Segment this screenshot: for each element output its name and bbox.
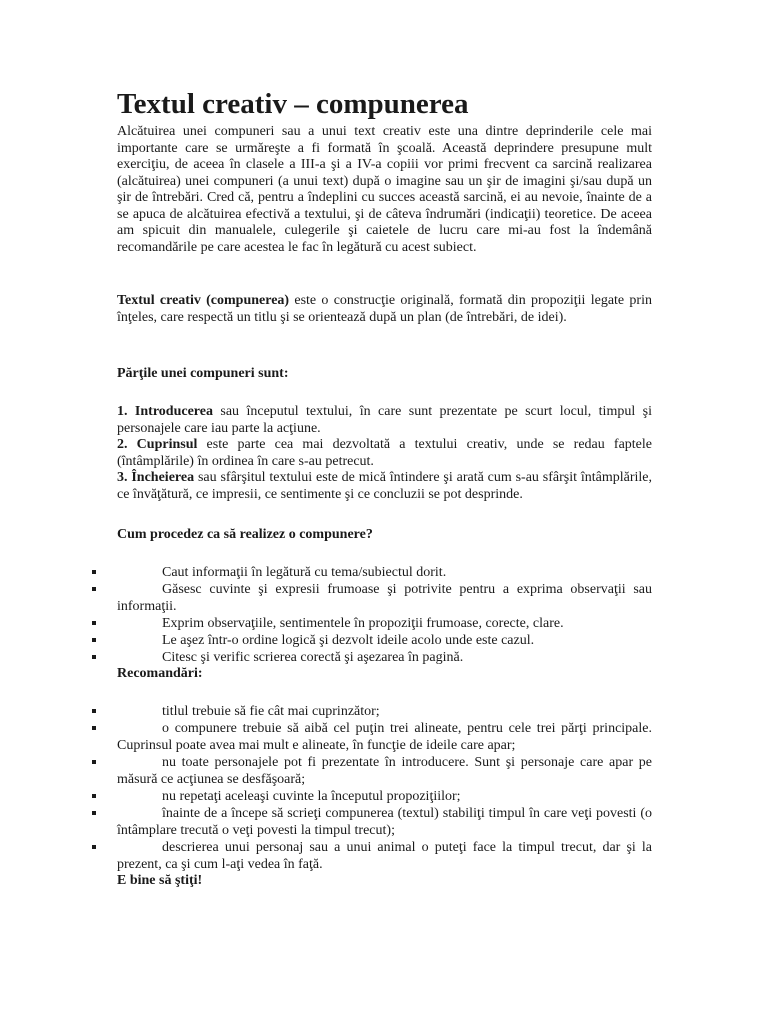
- list-item: Citesc şi verific scrierea corectă şi aşezarea în pagină.: [0, 649, 768, 666]
- list-item: înainte de a începe să scrieţi compunerea (textul) stabiliţi timpul în care veţi povesti (o întâmplare trecută o veţi povesti la timpul trecut);: [0, 805, 768, 839]
- list-item: Le aşez într-o ordine logică şi dezvolt ideile acolo unde este cazul.: [0, 632, 768, 649]
- list-item: Exprim observaţiile, sentimentele în propoziţii frumoase, corecte, clare.: [0, 615, 768, 632]
- part-term: 1. Introducerea: [117, 404, 213, 419]
- part-incheierea: [117, 470, 652, 503]
- bullet-icon: [92, 811, 96, 815]
- bullet-icon: [92, 655, 96, 659]
- parts-heading: Părţile unei compuneri sunt:: [117, 366, 289, 381]
- bullet-icon: [92, 638, 96, 642]
- bullet-icon: [92, 709, 96, 713]
- bullet-icon: [92, 587, 96, 591]
- list-item: o compunere trebuie să aibă cel puţin trei alineate, pentru cele trei părţi principale. Cuprinsul poate avea mai mult e alineate, în funcţie de ideile care apar;: [0, 720, 768, 754]
- list-item: descrierea unui personaj sau a unui animal o puteţi face la timpul trecut, dar şi la prezent, ca şi cum l-aţi vedea în faţă.: [0, 839, 768, 873]
- part-introducerea: [117, 404, 652, 437]
- list-item: Caut informaţii în legătură cu tema/subiectul dorit.: [0, 564, 768, 581]
- bullet-icon: [92, 845, 96, 849]
- definition-paragraph: [117, 293, 652, 326]
- parts-list: [117, 404, 652, 503]
- recommendations-list: [0, 703, 768, 873]
- definition-term: Textul creativ (compunerea): [117, 293, 290, 308]
- intro-paragraph: Alcătuirea unei compuneri sau a unui text creativ este una dintre deprinderile cele mai importante care se urmăreşte a fi formată în şcoală. Această deprindere presupune mult exerciţiu, de aceea în clasele a III-a şi a IV-a copiii vor primi frecvent ca sarcină realizarea (alcătuirea) unei compuneri (a unui text) după o imagine sau un şir de imagini şi/sau după un şir de întrebări. Cred că, pentru a îndeplini cu succes această sarcină, ei au nevoie, înainte de a se apuca de alcătuirea efectivă a textului, şi de câteva îndrumări (indicaţii) teoretice. De aceea am spicuit din manualele, culegerile şi caietele de lucru care mi-au fost la îndemână recomandările pe care acestea le fac în legătură cu acest subiect.: [117, 124, 652, 255]
- bullet-icon: [92, 760, 96, 764]
- bullet-icon: [92, 621, 96, 625]
- part-text: este parte cea mai dezvoltată a textului creativ, unde se redau faptele (întâmplările) în ordinea în care s-au petrecut.: [117, 437, 652, 469]
- list-item: nu toate personajele pot fi prezentate în introducere. Sunt şi personaje care apar pe măsură ce acţiunea se desfăşoară;: [0, 754, 768, 788]
- part-text: sau începutul textului, în care sunt prezentate pe scurt locul, timpul şi personajele care iau parte la acţiune.: [117, 404, 652, 436]
- bullet-icon: [92, 794, 96, 798]
- bullet-icon: [92, 726, 96, 730]
- howto-heading: Cum procedez ca să realizez o compunere?: [117, 527, 373, 542]
- definition-text: este o construcţie originală, formată din propoziţii legate prin înţeles, care respectă un titlu şi se orientează după un plan (de întrebări, de idei).: [117, 293, 652, 325]
- part-term: 2. Cuprinsul: [117, 437, 198, 452]
- part-cuprinsul: [117, 437, 652, 470]
- howto-list: [0, 564, 768, 666]
- recommendations-heading: Recomandări:: [117, 666, 203, 681]
- list-item: nu repetaţi aceleaşi cuvinte la începutul propoziţiilor;: [0, 788, 768, 805]
- closing-note: E bine să ştiţi!: [117, 873, 203, 888]
- page-title: Textul creativ – compunerea: [117, 88, 469, 120]
- bullet-icon: [92, 570, 96, 574]
- part-term: 3. Încheierea: [117, 470, 195, 485]
- part-text: sau sfârşitul textului este de mică întindere şi arată cum s-au sfârşit întâmplările, ce învăţătură, ce impresii, ce sentimente şi ce concluzii se pot desprinde.: [117, 470, 652, 502]
- list-item: titlul trebuie să fie cât mai cuprinzător;: [0, 703, 768, 720]
- list-item: Găsesc cuvinte şi expresii frumoase şi potrivite pentru a exprima observaţii sau informaţii.: [0, 581, 768, 615]
